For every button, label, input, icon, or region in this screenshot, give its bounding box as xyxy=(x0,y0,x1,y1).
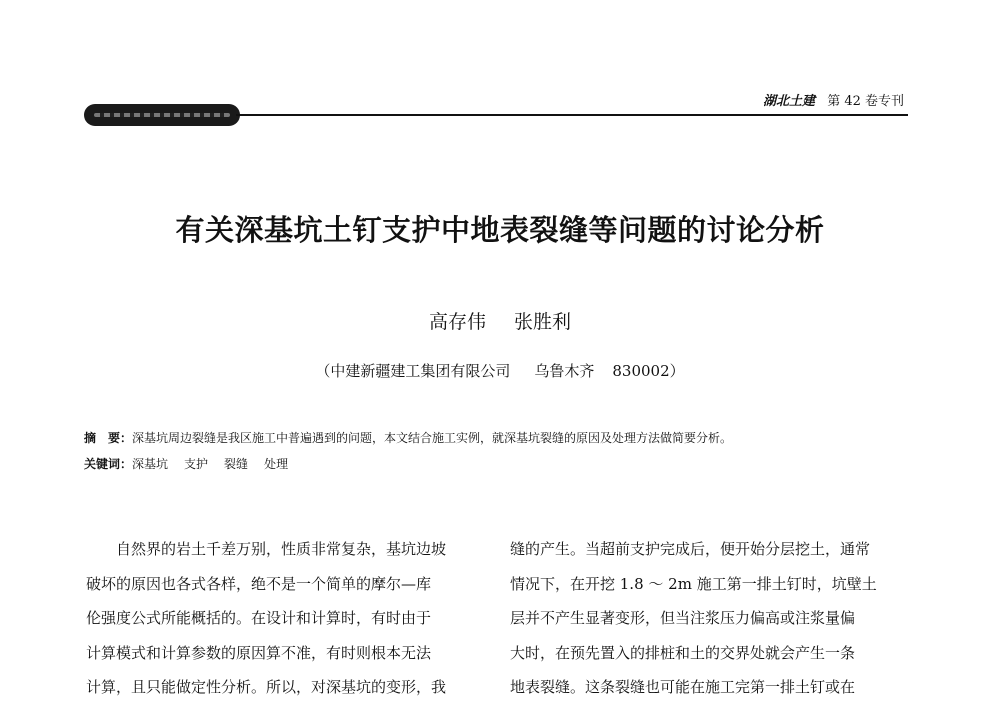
header-rule xyxy=(236,114,908,116)
journal-header xyxy=(763,90,904,109)
body-line: 计算模式和计算参数的原因算不准，有时则根本无法 xyxy=(86,643,432,662)
body-line: 破坏的原因也各式各样，绝不是一个简单的摩尔—库 xyxy=(86,574,432,593)
abstract xyxy=(84,429,732,446)
body-line: 伦强度公式所能概括的。在设计和计算时，有时由于 xyxy=(86,609,432,627)
body-line: 大时，在预先置入的排桩和土的交界处就会产生一条 xyxy=(510,643,856,662)
author-name: 高存伟 xyxy=(428,311,486,333)
body-line: 计算，且只能做定性分析。所以，对深基坑的变形，我 xyxy=(86,678,447,696)
paper-title: 有关深基坑土钉支护中地表裂缝等问题的讨论分析 xyxy=(175,213,825,247)
abstract-label: 摘 要： xyxy=(84,431,133,445)
body-line: 情况下，在开挖 1.8 ～ 2m 施工第一排土钉时，坑壁土 xyxy=(510,574,877,593)
journal-issue: 第 42 卷专刊 xyxy=(827,94,904,109)
affiliation-zip: 830002） xyxy=(612,362,685,380)
header-decoration xyxy=(84,104,240,126)
affiliation-city: 乌鲁木齐 xyxy=(534,362,595,380)
body-column-right xyxy=(510,532,912,705)
keyword: 处理 xyxy=(264,457,289,471)
body-column-left xyxy=(86,532,488,705)
keyword: 支护 xyxy=(184,457,209,471)
keyword: 深基坑 xyxy=(132,457,169,471)
keywords xyxy=(84,455,304,472)
body-line: 层并不产生显著变形，但当注浆压力偏高或注浆量偏 xyxy=(510,609,856,627)
keyword: 裂缝 xyxy=(224,457,249,471)
body-line: 地表裂缝。这条裂缝也可能在施工完第一排土钉或在 xyxy=(510,678,856,696)
affiliation-org: （中建新疆建工集团有限公司 xyxy=(315,362,511,380)
affiliation xyxy=(0,360,1000,381)
journal-name: 湖北土建 xyxy=(763,94,816,109)
body-line: 自然界的岩土千差万别，性质非常复杂，基坑边坡 xyxy=(86,540,447,558)
abstract-text: 深基坑周边裂缝是我区施工中普遍遇到的问题，本文结合施工实例，就深基坑裂缝的原因及处理方法做简要分析。 xyxy=(132,431,733,445)
author-name: 张胜利 xyxy=(514,311,572,333)
body-line: 缝的产生。当超前支护完成后，便开始分层挖土，通常 xyxy=(510,540,871,558)
keywords-label: 关键词： xyxy=(84,457,133,471)
author-list xyxy=(0,307,1000,334)
